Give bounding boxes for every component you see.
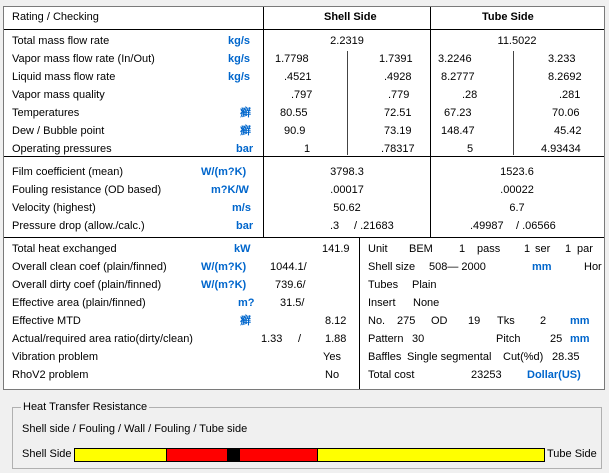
unit-vapor-flow: kg/s — [228, 53, 251, 65]
shell-vapor-out: 1.7391 — [379, 53, 413, 65]
unit-dew-bubble: 癣 — [240, 125, 251, 137]
effective-mtd-value: 8.12 — [325, 315, 347, 327]
unit-tube-mm: mm — [570, 315, 590, 327]
tube-pdrop-allow: .49987 — [470, 220, 504, 232]
unit-dirty: W/(m?K) — [201, 279, 247, 291]
label-operating-pressure: Operating pressures — [12, 143, 112, 155]
label-effective-mtd: Effective MTD — [12, 315, 81, 327]
tube-number-value: 275 — [397, 315, 416, 327]
shell-fouling: .00017 — [330, 184, 364, 196]
divider — [430, 7, 431, 156]
label-vapor-quality: Vapor mass quality — [12, 89, 105, 101]
unit-liquid-flow: kg/s — [228, 71, 251, 83]
rhov2-value: No — [325, 369, 340, 381]
label-dew-bubble: Dew / Bubble point — [12, 125, 105, 137]
cut-value: 28.35 — [552, 351, 580, 363]
label-liquid-flow: Liquid mass flow rate — [12, 71, 116, 83]
label-insert: Insert — [368, 297, 396, 309]
unit-area: m? — [238, 297, 255, 309]
pattern-value: 30 — [412, 333, 425, 345]
tube-liquid-out: 8.2692 — [548, 71, 582, 83]
unit-clean: W/(m?K) — [201, 261, 247, 273]
shell-total-mass-flow: 2.2319 — [330, 35, 364, 47]
vibration-value: Yes — [323, 351, 341, 363]
tube-pressure-out: 4.93434 — [541, 143, 581, 155]
shell-side-header: Shell Side — [324, 11, 377, 23]
resistance-left-label: Shell Side — [22, 448, 72, 460]
unit-pitch-mm: mm — [570, 333, 590, 345]
label-clean-coef: Overall clean coef (plain/finned) — [12, 261, 167, 273]
unit-type-value: BEM — [409, 243, 433, 255]
area-ratio-clean: 1.88 — [325, 333, 347, 345]
insert-value: None — [413, 297, 440, 309]
divider — [347, 51, 348, 155]
label-rhov2: RhoV2 problem — [12, 369, 89, 381]
divider — [4, 237, 604, 238]
shell-pdrop-calc: / .21683 — [354, 220, 394, 232]
tube-temp-out: 70.06 — [552, 107, 580, 119]
shell-pdrop-allow: .3 — [330, 220, 340, 232]
tube-fouling: .00022 — [500, 184, 534, 196]
shell-temp-in: 80.55 — [280, 107, 308, 119]
shell-temp-out: 72.51 — [384, 107, 412, 119]
shell-pressure-out: .78317 — [381, 143, 415, 155]
unit-film: W/(m?K) — [201, 166, 247, 178]
tube-pressure-in: 5 — [467, 143, 474, 155]
unit-shell-size: mm — [532, 261, 552, 273]
label-vapor-flow: Vapor mass flow rate (In/Out) — [12, 53, 155, 65]
pitch-value: 25 — [550, 333, 563, 345]
divider — [430, 156, 431, 237]
label-vibration: Vibration problem — [12, 351, 99, 363]
tube-quality-out: .281 — [559, 89, 581, 101]
label-temperatures: Temperatures — [12, 107, 80, 119]
label-total-cost: Total cost — [368, 369, 415, 381]
label-film-coefficient: Film coefficient (mean) — [12, 166, 124, 178]
shell-liquid-in: .4521 — [284, 71, 312, 83]
pass-count: 1 — [459, 243, 466, 255]
total-cost-value: 23253 — [471, 369, 502, 381]
divider — [359, 237, 360, 389]
shell-vapor-in: 1.7798 — [275, 53, 309, 65]
tube-side-header: Tube Side — [482, 11, 534, 23]
label-pass: pass — [477, 243, 501, 255]
label-ser: ser — [535, 243, 551, 255]
par-count: 1 — [565, 243, 572, 255]
resistance-subtitle: Shell side / Fouling / Wall / Fouling / Tube side — [22, 423, 248, 435]
resistance-right-label: Tube Side — [547, 448, 597, 460]
label-baffles: Baffles — [368, 351, 402, 363]
resistance-segment-tube — [317, 449, 544, 461]
shell-pressure-in: 1 — [304, 143, 311, 155]
resistance-segment-wall — [227, 449, 239, 461]
label-tks: Tks — [497, 315, 515, 327]
unit-temperature: 癣 — [240, 107, 251, 119]
tube-dew: 148.47 — [441, 125, 475, 137]
resistance-title: Heat Transfer Resistance — [23, 401, 148, 413]
label-shell-size: Shell size — [368, 261, 416, 273]
divider — [4, 29, 604, 30]
heat-transfer-resistance-group — [12, 401, 602, 469]
shell-film: 3798.3 — [330, 166, 364, 178]
resistance-segment-fouling-shell — [166, 449, 227, 461]
shell-velocity: 50.62 — [333, 202, 361, 214]
shell-liquid-out: .4928 — [384, 71, 412, 83]
baffles-value: Single segmental — [407, 351, 492, 363]
tube-liquid-in: 8.2777 — [441, 71, 475, 83]
label-fouling: Fouling resistance (OD based) — [12, 184, 162, 196]
label-effective-area: Effective area (plain/finned) — [12, 297, 146, 309]
results-panel — [3, 6, 605, 390]
tubes-value: Plain — [412, 279, 437, 291]
tube-total-mass-flow: 11.5022 — [497, 35, 537, 47]
unit-pressure: bar — [236, 143, 254, 155]
unit-cost: Dollar(US) — [527, 369, 581, 381]
panel-title: Rating / Checking — [12, 11, 99, 23]
divider — [513, 51, 514, 155]
shell-size-value: 508— 2000 — [429, 261, 486, 273]
shell-bubble: 73.19 — [384, 125, 412, 137]
label-par: par — [577, 243, 593, 255]
effective-area-value: 31.5/ — [280, 297, 305, 309]
tks-value: 2 — [540, 315, 547, 327]
tube-bubble: 45.42 — [554, 125, 582, 137]
label-od: OD — [431, 315, 448, 327]
resistance-segment-fouling-tube — [239, 449, 317, 461]
tube-quality-in: .28 — [462, 89, 478, 101]
unit-fouling: m?K/W — [211, 184, 249, 196]
unit-heat: kW — [234, 243, 251, 255]
area-ratio-separator: / — [298, 333, 302, 345]
shell-quality-out: .779 — [388, 89, 410, 101]
tube-temp-in: 67.23 — [444, 107, 472, 119]
label-cut: Cut(%d) — [503, 351, 544, 363]
ser-count: 1 — [524, 243, 531, 255]
divider — [4, 156, 604, 157]
label-velocity: Velocity (highest) — [12, 202, 96, 214]
shell-quality-in: .797 — [291, 89, 313, 101]
resistance-bar — [74, 448, 545, 462]
divider — [263, 156, 264, 237]
label-pitch: Pitch — [496, 333, 521, 345]
label-dirty-coef: Overall dirty coef (plain/finned) — [12, 279, 162, 291]
label-tubes: Tubes — [368, 279, 399, 291]
clean-coef-value: 1044.1/ — [270, 261, 307, 273]
tube-pdrop-calc: / .06566 — [516, 220, 556, 232]
unit-pressure-drop: bar — [236, 220, 254, 232]
unit-velocity: m/s — [232, 202, 251, 214]
label-total-mass-flow: Total mass flow rate — [12, 35, 110, 47]
label-tube-number: No. — [368, 315, 386, 327]
label-area-ratio: Actual/required area ratio(dirty/clean) — [12, 333, 193, 345]
dirty-coef-value: 739.6/ — [275, 279, 306, 291]
unit-mtd: 癣 — [240, 315, 251, 327]
divider — [263, 7, 264, 156]
tube-film: 1523.6 — [500, 166, 534, 178]
shell-dew: 90.9 — [284, 125, 306, 137]
label-pressure-drop: Pressure drop (allow./calc.) — [12, 220, 145, 232]
tube-vapor-out: 3.233 — [548, 53, 576, 65]
resistance-segment-shell — [75, 449, 166, 461]
total-heat-value: 141.9 — [322, 243, 350, 255]
label-total-heat: Total heat exchanged — [12, 243, 117, 255]
label-unit: Unit — [368, 243, 388, 255]
label-pattern: Pattern — [368, 333, 404, 345]
od-value: 19 — [468, 315, 481, 327]
unit-mass-flow: kg/s — [228, 35, 251, 47]
tube-vapor-in: 3.2246 — [438, 53, 472, 65]
tube-velocity: 6.7 — [509, 202, 525, 214]
orientation-value: Hor — [584, 261, 602, 273]
area-ratio-dirty: 1.33 — [261, 333, 283, 345]
